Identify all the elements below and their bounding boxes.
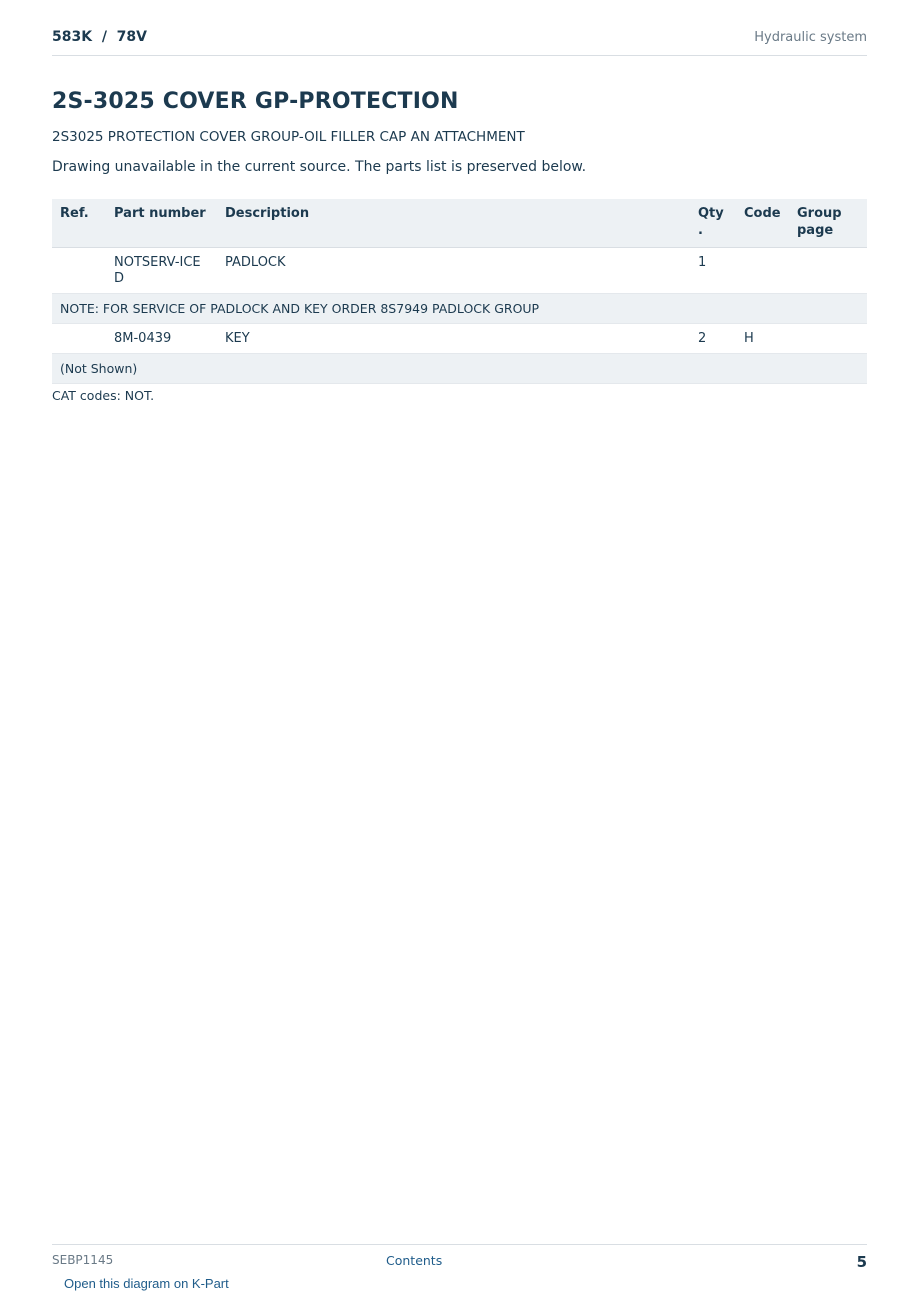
cell-qty: 1 — [690, 248, 736, 294]
model-label: 583K / 78V — [52, 29, 147, 45]
header-code: Code — [736, 199, 789, 248]
section-label: Hydraulic system — [754, 30, 867, 45]
cell-description: KEY — [217, 324, 690, 354]
parts-table — [52, 199, 867, 384]
contents-link[interactable]: Contents — [386, 1253, 443, 1268]
page-header — [52, 29, 867, 56]
cell-code — [736, 248, 789, 294]
page-number: 5 — [856, 1253, 867, 1271]
table-row — [52, 248, 867, 294]
not-shown-note: (Not Shown) — [52, 354, 867, 384]
header-qty: Qty . — [690, 199, 736, 248]
cell-ref — [52, 248, 106, 294]
cell-code: H — [736, 324, 789, 354]
table-note-row — [52, 294, 867, 324]
header-ref: Ref. — [52, 199, 106, 248]
cell-part-number: 8M-0439 — [106, 324, 217, 354]
cell-description: PADLOCK — [217, 248, 690, 294]
table-header-row — [52, 199, 867, 248]
header-description: Description — [217, 199, 690, 248]
drawing-unavailable-note: Drawing unavailable in the current source. The parts list is preserved below. — [52, 159, 587, 175]
table-row — [52, 324, 867, 354]
header-part-number: Part number — [106, 199, 217, 248]
page-title: 2S-3025 COVER GP-PROTECTION — [52, 89, 459, 114]
page-footer — [52, 1244, 867, 1275]
page-subtitle: 2S3025 PROTECTION COVER GROUP-OIL FILLER CAP AN ATTACHMENT — [52, 129, 525, 145]
kpart-diagram-link[interactable]: Open this diagram on K-Part — [64, 1276, 229, 1291]
service-note: NOTE: FOR SERVICE OF PADLOCK AND KEY ORDER 8S7949 PADLOCK GROUP — [52, 294, 867, 324]
document-id: SEBP1145 — [52, 1253, 114, 1267]
cell-group-page — [789, 324, 867, 354]
cell-group-page — [789, 248, 867, 294]
cell-ref — [52, 324, 106, 354]
header-group-page: Group page — [789, 199, 867, 248]
cat-codes: CAT codes: NOT. — [52, 388, 155, 403]
cell-qty: 2 — [690, 324, 736, 354]
table-note-row — [52, 354, 867, 384]
cell-part-number: NOTSERV-ICE D — [106, 248, 217, 294]
